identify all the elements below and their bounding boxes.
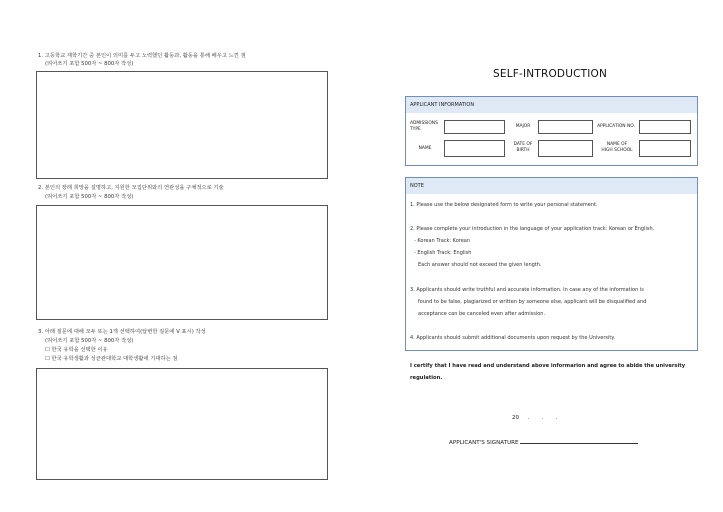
note-item-2: 2. Please complete your introduction in the language of your application track: Korean or English. (410, 226, 655, 232)
note-item-3-line-2: found to be false, plagiarized or written by someone else, applicant will be disqualified and (418, 299, 647, 305)
date-of-birth-label: DATE OF BIRTH (513, 142, 533, 153)
question-3-option-2[interactable]: ☐ 한국 유학생활과 성균관대학교 대학생활에 기대하는 점 (45, 356, 178, 362)
note-panel (405, 194, 698, 351)
signature-line[interactable] (449, 437, 638, 446)
major-label: MAJOR (515, 124, 531, 129)
question-2-title: 2. 본인의 장래 희망을 설명하고, 지원한 모집단위와의 연관성을 구체적으로 기술 (38, 185, 224, 191)
note-item-3-line-3: acceptance can be canceled even after admission. (418, 311, 546, 317)
applicant-info-header: APPLICANT INFORMATION (405, 96, 698, 114)
question-3-answer-box[interactable] (36, 368, 328, 480)
high-school-field[interactable] (639, 140, 691, 157)
name-field[interactable] (444, 140, 505, 157)
date-line: 20 . . . (512, 415, 558, 421)
note-item-3-line-1: 3. Applicants should write truthful and accurate information. In case any of the information is (410, 287, 644, 293)
question-2-answer-box[interactable] (36, 205, 328, 320)
question-3-option-1[interactable]: ☐ 한국 유학을 선택한 이유 (45, 347, 108, 353)
note-header: NOTE (405, 177, 698, 195)
note-item-2-length: Each answer should not exceed the given length. (418, 262, 542, 268)
note-item-2-korean: - Korean Track: Korean (414, 238, 471, 244)
note-item-2-english: - English Track: English (414, 250, 472, 256)
name-label: NAME (418, 146, 432, 151)
admissions-type-label: ADMISSIONS TYPE (410, 121, 438, 132)
note-item-4: 4. Applicants should submit additional documents upon request by the University. (410, 335, 616, 341)
date-of-birth-field[interactable] (538, 140, 593, 157)
application-no-label: APPLICATION NO. (597, 124, 635, 129)
question-1-length-note: (띄어쓰기 포함 500자 ~ 800자 작성) (45, 61, 134, 67)
signature-underline[interactable] (520, 437, 638, 444)
application-no-field[interactable] (639, 120, 691, 134)
question-1-title: 1. 고등학교 재학기간 중 본인이 의미를 두고 노력했던 활동과, 활동을 통해 배우고 느낀 점 (38, 53, 246, 59)
question-2-length-note: (띄어쓰기 포함 500자 ~ 800자 작성) (45, 194, 134, 200)
admissions-type-field[interactable] (444, 120, 505, 134)
question-1-answer-box[interactable] (36, 71, 328, 179)
page-title: SELF-INTRODUCTION (493, 68, 608, 80)
certification-statement: I certify that I have read and understand above informarion and agree to abide the university regulation. (410, 363, 686, 381)
note-item-1: 1. Please use the below designated form to write your personal statement. (410, 202, 598, 208)
major-field[interactable] (538, 120, 593, 134)
high-school-label: NAME OF HIGH SCHOOL (601, 142, 633, 153)
question-3-length-note: (띄어쓰기 포함 500자 ~ 800자 작성) (45, 338, 134, 344)
question-3-title: 3. 아래 질문에 대해 모두 또는 1개 선택하여(답변한 질문에 V 표시) 작성 (38, 329, 206, 335)
signature-label: APPLICANT'S SIGNATURE (449, 440, 519, 446)
